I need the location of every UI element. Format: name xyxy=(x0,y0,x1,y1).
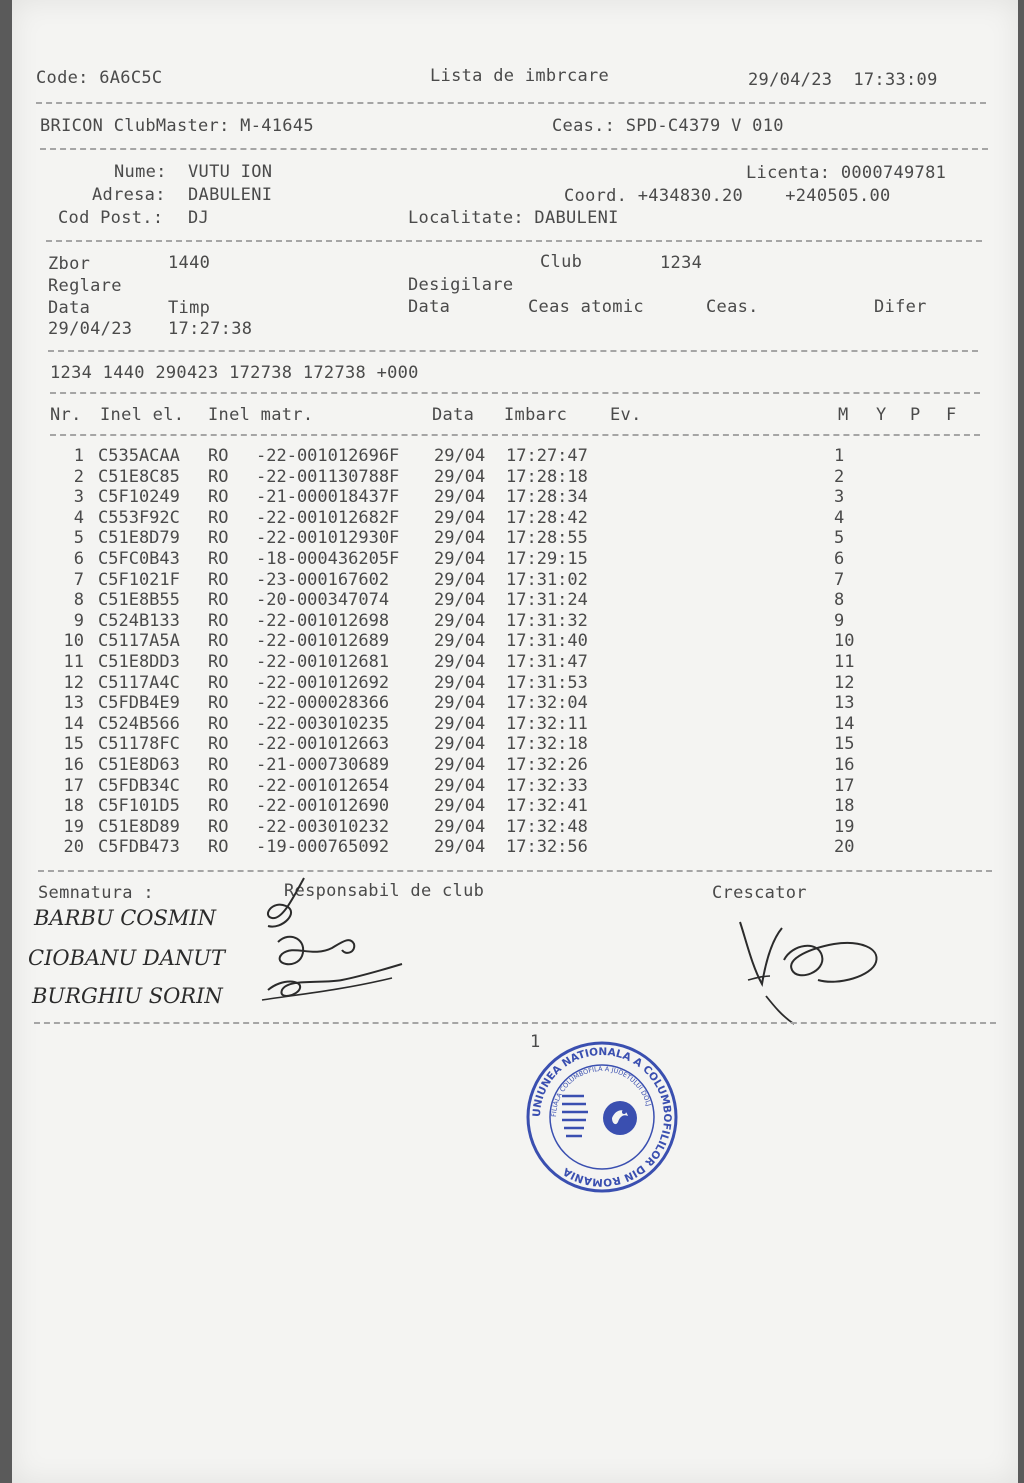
page-number: 1 xyxy=(530,1032,541,1052)
ring-number: -22-001130788F xyxy=(256,466,400,487)
boarding-time: 17:32:33 xyxy=(506,775,588,796)
boarding-date: 29/04 xyxy=(434,837,486,858)
boarding-date: 29/04 xyxy=(434,507,486,528)
country-code: RO xyxy=(208,796,229,817)
electronic-ring: C51E8DD3 xyxy=(98,652,180,672)
boarding-time: 17:31:47 xyxy=(506,652,588,672)
row-number: 13 xyxy=(63,693,84,714)
row-m-value: 20 xyxy=(834,837,855,858)
boarding-time: 17:32:18 xyxy=(506,734,588,755)
witness-signature-2: CIOBANU DANUT xyxy=(28,946,226,970)
club-master-id: BRICON ClubMaster: M-41645 xyxy=(40,116,314,136)
clock-id: Ceas.: SPD-C4379 V 010 xyxy=(552,116,784,136)
boarding-time: 17:31:53 xyxy=(506,672,588,693)
row-number: 3 xyxy=(73,487,84,508)
col-header-date: Data xyxy=(432,405,475,425)
row-number: 18 xyxy=(63,796,84,817)
col-header-y: Y xyxy=(876,405,887,425)
ring-number: -19-000765092 xyxy=(256,837,390,858)
boarding-date: 29/04 xyxy=(434,816,486,837)
row-m-value: 18 xyxy=(834,796,855,817)
table-row xyxy=(12,487,1012,507)
row-number: 17 xyxy=(63,775,84,796)
desigilare-label: Desigilare xyxy=(408,275,514,295)
electronic-ring: C535ACAA xyxy=(98,446,180,466)
stamp-ring-text: UNIUNEA NATIONALA A COLUMBOFILILOR DIN ROMANIA xyxy=(530,1045,674,1189)
electronic-ring: C5117A4C xyxy=(98,672,180,693)
club-number: 1234 xyxy=(660,253,703,273)
boarding-time: 17:31:40 xyxy=(506,631,588,652)
table-row xyxy=(12,446,1012,466)
boarding-date: 29/04 xyxy=(434,652,486,672)
electronic-ring: C5FDB4E9 xyxy=(98,693,180,714)
country-code: RO xyxy=(208,610,229,631)
country-code: RO xyxy=(208,713,229,734)
atomic-clock-label: Ceas atomic xyxy=(528,297,644,317)
ring-number: -22-001012930F xyxy=(256,528,400,549)
svg-text:FILIALA COLUMBOFILA A JUDETULU xyxy=(550,1065,653,1117)
table-row xyxy=(12,837,1012,857)
row-m-value: 19 xyxy=(834,816,855,837)
electronic-ring: C524B133 xyxy=(98,610,180,631)
separator xyxy=(34,1022,996,1024)
row-m-value: 3 xyxy=(834,487,845,508)
country-code: RO xyxy=(208,755,229,775)
row-m-value: 8 xyxy=(834,590,845,611)
table-row xyxy=(12,631,1012,651)
table-row xyxy=(12,714,1012,734)
postal-code: DJ xyxy=(188,208,210,228)
electronic-ring: C51E8D89 xyxy=(98,816,180,837)
boarding-time: 17:28:55 xyxy=(506,528,588,549)
country-code: RO xyxy=(208,672,229,693)
ring-number: -22-001012692 xyxy=(256,672,390,693)
country-code: RO xyxy=(208,528,229,549)
electronic-ring: C51E8C85 xyxy=(98,466,180,487)
row-m-value: 6 xyxy=(834,549,845,569)
ring-number: -18-000436205F xyxy=(256,549,400,569)
table-row xyxy=(12,652,1012,672)
table-row xyxy=(12,673,1012,693)
boarding-time: 17:32:48 xyxy=(506,816,588,837)
name-label: Nume: xyxy=(114,162,167,182)
col-header-boarding: Imbarc xyxy=(504,405,568,425)
country-code: RO xyxy=(208,487,229,508)
boarding-date: 29/04 xyxy=(434,446,486,466)
row-m-value: 11 xyxy=(834,652,855,672)
col-header-ring-number: Inel matr. xyxy=(208,405,314,425)
locality: Localitate: DABULENI xyxy=(408,208,619,228)
electronic-ring: C5F101D5 xyxy=(98,796,180,817)
country-code: RO xyxy=(208,693,229,714)
date-label: Data xyxy=(48,298,91,318)
flight-label: Zbor xyxy=(48,254,91,274)
boarding-time: 17:31:02 xyxy=(506,569,588,590)
boarding-time: 17:31:32 xyxy=(506,610,588,631)
row-number: 7 xyxy=(73,569,84,590)
electronic-ring: C5FDB34C xyxy=(98,775,180,796)
boarding-date: 29/04 xyxy=(434,755,486,775)
ring-number: -22-001012689 xyxy=(256,631,390,652)
table-row xyxy=(12,796,1012,816)
printed-sheet xyxy=(12,0,1018,1483)
country-code: RO xyxy=(208,549,229,569)
table-row xyxy=(12,570,1012,590)
boarding-time: 17:28:18 xyxy=(506,466,588,487)
col-header-f: F xyxy=(946,405,957,425)
boarding-time: 17:32:41 xyxy=(506,796,588,817)
club-label: Club xyxy=(540,252,583,272)
boarding-date: 29/04 xyxy=(434,610,486,631)
table-row xyxy=(12,590,1012,610)
reglare-date: 29/04/23 xyxy=(48,319,133,339)
col-header-p: P xyxy=(910,405,921,425)
table-row xyxy=(12,549,1012,569)
row-number: 15 xyxy=(63,734,84,755)
row-m-value: 1 xyxy=(834,446,845,466)
boarding-time: 17:32:26 xyxy=(506,755,588,775)
ring-number: -22-000028366 xyxy=(256,693,390,714)
row-number: 6 xyxy=(73,549,84,569)
breeder-label: Crescator xyxy=(712,883,807,903)
ring-number: -22-001012682F xyxy=(256,507,400,528)
ring-number: -23-000167602 xyxy=(256,569,390,590)
print-datetime: 29/04/23 17:33:09 xyxy=(748,70,938,90)
document-title: Lista de imbrcare xyxy=(430,66,610,86)
coordinates: Coord. +434830.20 +240505.00 xyxy=(564,186,891,206)
boarding-date: 29/04 xyxy=(434,713,486,734)
table-row xyxy=(12,817,1012,837)
country-code: RO xyxy=(208,734,229,755)
table-row xyxy=(12,755,1012,775)
boarding-time: 17:31:24 xyxy=(506,590,588,611)
col-header-m: M xyxy=(838,405,849,425)
table-row xyxy=(12,776,1012,796)
license-number: Licenta: 0000749781 xyxy=(746,163,947,183)
witness-signature-3: BURGHIU SORIN xyxy=(32,984,223,1008)
boarding-date: 29/04 xyxy=(434,672,486,693)
country-code: RO xyxy=(208,590,229,611)
row-m-value: 16 xyxy=(834,755,855,775)
electronic-ring: C51E8D79 xyxy=(98,528,180,549)
ring-number: -20-000347074 xyxy=(256,590,390,611)
ring-number: -21-000018437F xyxy=(256,487,400,508)
row-number: 16 xyxy=(63,755,84,775)
boarding-time: 17:28:34 xyxy=(506,487,588,508)
boarding-date: 29/04 xyxy=(434,693,486,714)
row-number: 20 xyxy=(63,837,84,858)
ring-number: -22-001012663 xyxy=(256,734,390,755)
row-number: 2 xyxy=(73,466,84,487)
witness-signature-1: BARBU COSMIN xyxy=(34,906,217,930)
electronic-ring: C5F10249 xyxy=(98,487,180,508)
electronic-ring: C5FC0B43 xyxy=(98,549,180,569)
boarding-time: 17:32:11 xyxy=(506,713,588,734)
country-code: RO xyxy=(208,816,229,837)
ring-number: -22-001012681 xyxy=(256,652,390,672)
col-header-event: Ev. xyxy=(610,405,642,425)
owner-name: VUTU ION xyxy=(188,162,273,182)
row-m-value: 5 xyxy=(834,528,845,549)
row-number: 5 xyxy=(73,528,84,549)
boarding-date: 29/04 xyxy=(434,590,486,611)
table-row xyxy=(12,467,1012,487)
col-header-ring-electronic: Inel el. xyxy=(100,405,185,425)
row-m-value: 17 xyxy=(834,775,855,796)
row-m-value: 2 xyxy=(834,466,845,487)
country-code: RO xyxy=(208,652,229,672)
country-code: RO xyxy=(208,631,229,652)
row-m-value: 10 xyxy=(834,631,855,652)
ring-number: -22-003010235 xyxy=(256,713,390,734)
electronic-ring: C5117A5A xyxy=(98,631,180,652)
row-m-value: 12 xyxy=(834,672,855,693)
stamp-inner-text: FILIALA COLUMBOFILA A JUDETULUI DOLJ xyxy=(549,1064,653,1118)
date-label: Data xyxy=(408,297,451,317)
country-code: RO xyxy=(208,775,229,796)
row-m-value: 9 xyxy=(834,610,845,631)
postal-label: Cod Post.: xyxy=(58,208,164,228)
electronic-ring: C524B566 xyxy=(98,713,180,734)
row-number: 14 xyxy=(63,713,84,734)
boarding-time: 17:32:04 xyxy=(506,693,588,714)
boarding-time: 17:27:47 xyxy=(506,446,588,466)
table-row xyxy=(12,528,1012,548)
separator xyxy=(48,350,978,352)
electronic-ring: C5F1021F xyxy=(98,569,180,590)
document-code: Code: 6A6C5C xyxy=(36,68,163,88)
owner-address: DABULENI xyxy=(188,185,273,205)
row-number: 12 xyxy=(63,672,84,693)
separator xyxy=(50,434,980,436)
separator xyxy=(36,102,986,104)
separator xyxy=(40,148,988,150)
electronic-ring: C51E8B55 xyxy=(98,590,180,611)
table-row xyxy=(12,611,1012,631)
row-m-value: 13 xyxy=(834,693,855,714)
ring-number: -22-001012654 xyxy=(256,775,390,796)
boarding-date: 29/04 xyxy=(434,549,486,569)
ring-number: -22-001012698 xyxy=(256,610,390,631)
row-number: 9 xyxy=(73,610,84,631)
clock-label: Ceas. xyxy=(706,297,759,317)
separator xyxy=(46,240,982,242)
electronic-ring: C51178FC xyxy=(98,734,180,755)
flight-number: 1440 xyxy=(168,253,211,273)
row-number: 4 xyxy=(73,507,84,528)
electronic-ring: C51E8D63 xyxy=(98,755,180,775)
ring-number: -22-001012690 xyxy=(256,796,390,817)
reglare-label: Reglare xyxy=(48,276,122,296)
row-number: 19 xyxy=(63,816,84,837)
table-row xyxy=(12,508,1012,528)
boarding-date: 29/04 xyxy=(434,631,486,652)
separator xyxy=(38,870,992,872)
signature-label: Semnatura : xyxy=(38,883,154,903)
boarding-date: 29/04 xyxy=(434,775,486,796)
club-responsible-label: Responsabil de club xyxy=(284,881,485,901)
ring-number: -22-001012696F xyxy=(256,446,400,466)
flight-summary-line: 1234 1440 290423 172738 172738 +000 xyxy=(50,363,419,383)
row-m-value: 4 xyxy=(834,507,845,528)
difference-label: Difer xyxy=(874,297,927,317)
boarding-date: 29/04 xyxy=(434,734,486,755)
row-number: 8 xyxy=(73,590,84,611)
ring-number: -22-003010232 xyxy=(256,816,390,837)
breeder-signature xyxy=(722,900,892,1030)
address-label: Adresa: xyxy=(92,185,166,205)
boarding-date: 29/04 xyxy=(434,487,486,508)
country-code: RO xyxy=(208,446,229,466)
boarding-time: 17:29:15 xyxy=(506,549,588,569)
country-code: RO xyxy=(208,569,229,590)
boarding-time: 17:28:42 xyxy=(506,507,588,528)
boarding-date: 29/04 xyxy=(434,796,486,817)
country-code: RO xyxy=(208,466,229,487)
electronic-ring: C553F92C xyxy=(98,507,180,528)
row-m-value: 7 xyxy=(834,569,845,590)
separator xyxy=(50,392,980,394)
country-code: RO xyxy=(208,507,229,528)
row-m-value: 15 xyxy=(834,734,855,755)
boarding-date: 29/04 xyxy=(434,569,486,590)
ring-number: -21-000730689 xyxy=(256,755,390,775)
club-responsible-signature xyxy=(242,860,412,1010)
table-row xyxy=(12,693,1012,713)
country-code: RO xyxy=(208,837,229,858)
boarding-date: 29/04 xyxy=(434,528,486,549)
reglare-time: 17:27:38 xyxy=(168,319,253,339)
row-number: 11 xyxy=(63,652,84,672)
time-label: Timp xyxy=(168,298,211,318)
electronic-ring: C5FDB473 xyxy=(98,837,180,858)
table-row xyxy=(12,734,1012,754)
club-stamp xyxy=(524,1038,680,1196)
row-m-value: 14 xyxy=(834,713,855,734)
row-number: 10 xyxy=(63,631,84,652)
boarding-time: 17:32:56 xyxy=(506,837,588,858)
boarding-date: 29/04 xyxy=(434,466,486,487)
row-number: 1 xyxy=(73,446,84,466)
col-header-nr: Nr. xyxy=(50,405,82,425)
